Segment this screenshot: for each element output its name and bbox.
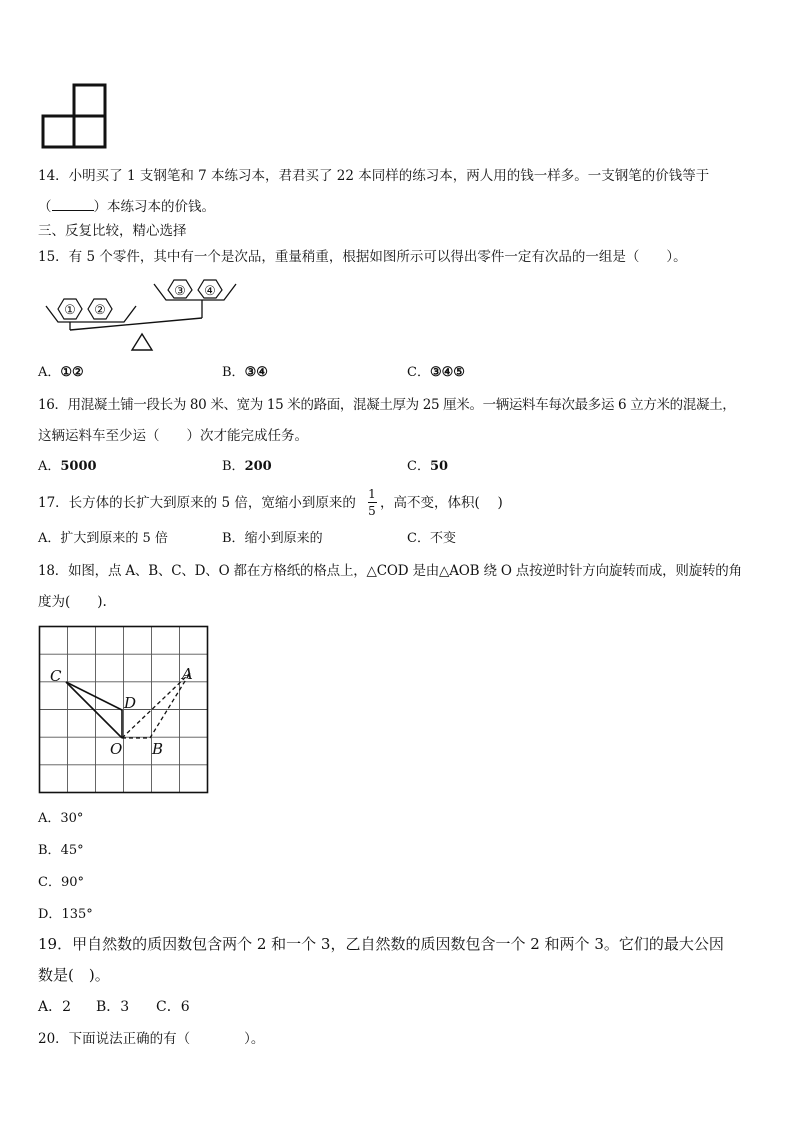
q14-line2-close: ）本练习本的价钱。 bbox=[93, 199, 215, 215]
q19-option-b[interactable]: B．3 bbox=[96, 999, 130, 1015]
q18-line1: 18．如图，点 A、B、C、D、O 都在方格纸的格点上，△COD 是由△AOB 绕 O 点按逆时针方向旋转而成，则旋转的角 bbox=[38, 563, 742, 579]
q16-option-b[interactable]: B．200 bbox=[222, 459, 272, 474]
grid-figure bbox=[38, 625, 210, 795]
q14-line1: 14．小明买了 1 支钢笔和 7 本练习本，君君买了 22 本同样的练习本，两人用的钱一样多。一支钢笔的价钱等于 bbox=[38, 168, 710, 184]
answer-blank[interactable] bbox=[52, 198, 94, 211]
q16-line2: 这辆运料车至少运（ ）次才能完成任务。 bbox=[38, 428, 308, 444]
q19-line2: 数是( )。 bbox=[38, 966, 110, 984]
q19-option-c[interactable]: C．6 bbox=[156, 999, 190, 1015]
q19-option-a[interactable]: A．2 bbox=[38, 999, 72, 1015]
q14-line2 bbox=[38, 198, 215, 216]
fraction-denominator: 5 bbox=[368, 504, 376, 518]
q16-option-c[interactable]: C．50 bbox=[407, 459, 449, 474]
q18-option-b[interactable]: B．45° bbox=[38, 843, 84, 858]
q20-stem: 20．下面说法正确的有（ ）。 bbox=[38, 1031, 265, 1047]
point-label-b: B bbox=[152, 740, 164, 758]
point-label-d: D bbox=[124, 694, 137, 712]
q19-line1: 19．甲自然数的质因数包含两个 2 和一个 3，乙自然数的质因数包含一个 2 和两个 3。它们的最大公因 bbox=[38, 935, 724, 953]
q17-stem-pre: 17．长方体的长扩大到原来的 5 倍，宽缩小到原来的 bbox=[38, 495, 356, 511]
segment-cd bbox=[66, 682, 122, 710]
q14-line2-open: （ bbox=[38, 199, 52, 215]
fraction-numerator: 1 bbox=[368, 487, 376, 501]
q15-option-a[interactable]: A．①② bbox=[38, 365, 84, 380]
section-title: 三、反复比较，精心选择 bbox=[38, 223, 187, 239]
q15-option-b[interactable]: B．③④ bbox=[222, 365, 268, 380]
q17-option-b[interactable]: B．缩小到原来的 bbox=[222, 531, 323, 546]
part-label-3: ③ bbox=[174, 284, 186, 299]
q17-stem-post: ，高不变，体积( ) bbox=[380, 495, 503, 511]
q18-option-d[interactable]: D．135° bbox=[38, 907, 93, 922]
q15-option-c[interactable]: C．③④⑤ bbox=[407, 365, 465, 380]
q18-option-a[interactable]: A．30° bbox=[38, 811, 84, 826]
q17-option-c[interactable]: C．不变 bbox=[407, 531, 456, 546]
q17-option-a[interactable]: A．扩大到原来的 5 倍 bbox=[38, 531, 168, 546]
q18-option-c[interactable]: C．90° bbox=[38, 875, 84, 890]
segment-co bbox=[66, 682, 122, 738]
q18-line2: 度为( ). bbox=[38, 594, 107, 610]
part-label-2: ② bbox=[94, 303, 106, 318]
point-label-c: C bbox=[50, 667, 62, 685]
q16-line1: 16．用混凝土铺一段长为 80 米、宽为 15 米的路面，混凝土厚为 25 厘米。一辆运料车每次最多运 6 立方米的混凝土， bbox=[38, 397, 736, 413]
part-label-1: ① bbox=[64, 303, 76, 318]
q16-option-a[interactable]: A．5000 bbox=[38, 459, 97, 474]
point-label-o: O bbox=[110, 740, 123, 758]
squares-figure bbox=[40, 83, 110, 149]
q15-stem: 15．有 5 个零件，其中有一个是次品，重量稍重，根据如图所示可以得出零件一定有次品的一组是（ ）。 bbox=[38, 249, 687, 265]
part-label-4: ④ bbox=[204, 284, 216, 299]
fraction-bar bbox=[368, 502, 377, 503]
balance-scale-figure bbox=[40, 278, 250, 354]
point-label-a: A bbox=[182, 665, 193, 683]
